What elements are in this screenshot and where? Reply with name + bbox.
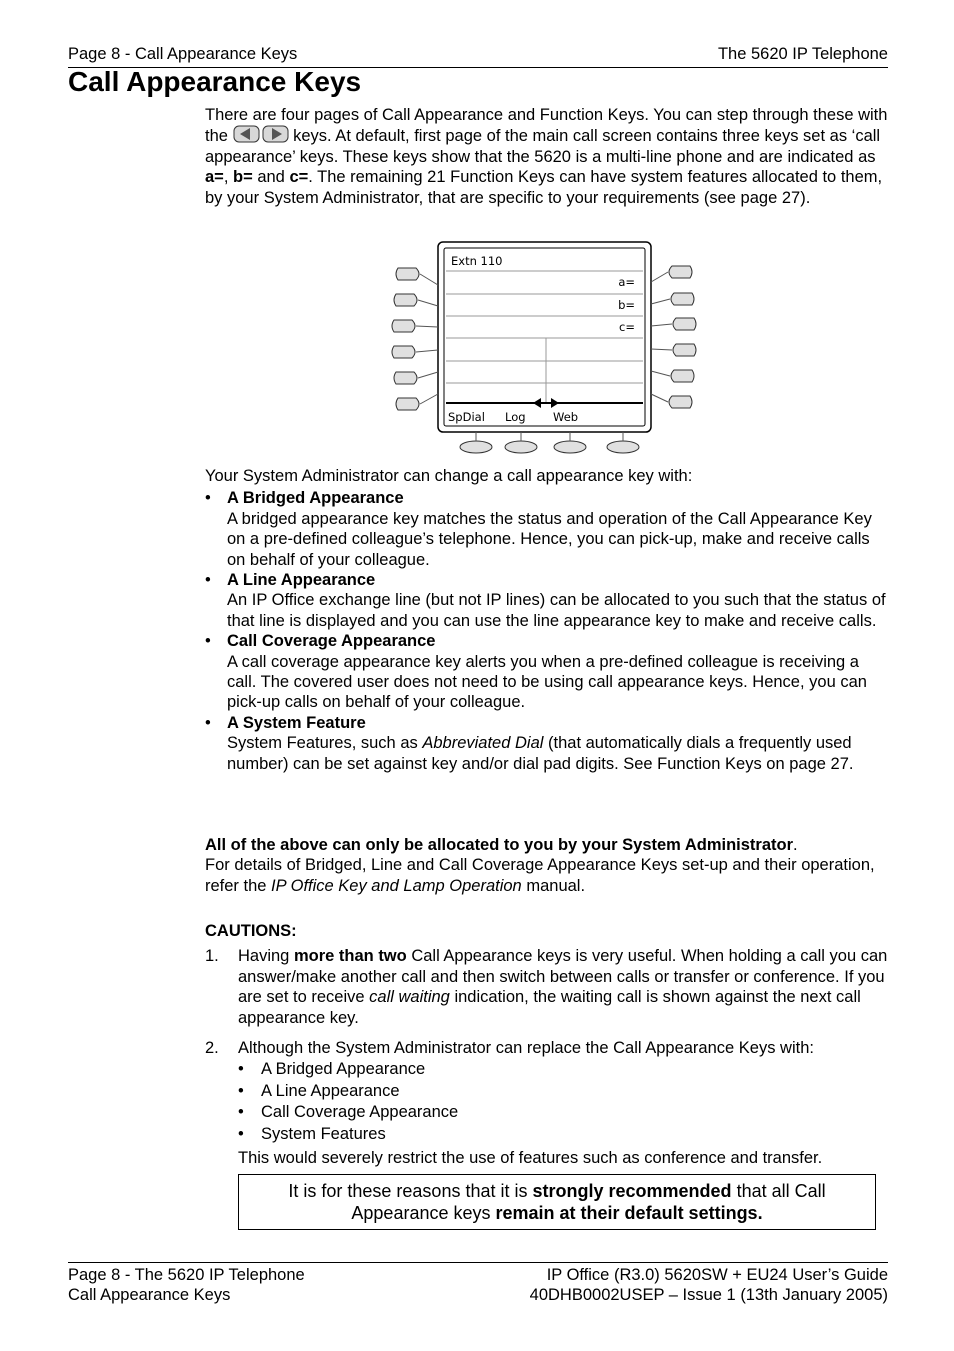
- page-header: [68, 44, 888, 68]
- and-text: and: [257, 168, 285, 187]
- bullet-text: (that automatically dials a frequently used number) can be set against key and/or dial pad digits. See Function Keys on page 27.: [227, 734, 854, 773]
- left-function-keys: [392, 268, 419, 410]
- caution-text: Although the System Administrator can replace the Call Appearance Keys with:: [238, 1039, 814, 1058]
- phone-display-diagram: [390, 240, 702, 458]
- caution-item-1: [205, 946, 890, 1028]
- caution-after-text: This would severely restrict the use of features such as conference and transfer.: [238, 1149, 823, 1168]
- footer-right-line-1: IP Office (R3.0) 5620SW + EU24 User’s Guide: [546, 1266, 888, 1284]
- bullet-dot: •: [205, 713, 211, 732]
- recommendation-bold: remain at their default settings.: [495, 1203, 763, 1223]
- bullet-line: [205, 570, 890, 631]
- admin-intro: Your System Administrator can change a call appearance key with:: [205, 467, 693, 485]
- soft-key-spdial-label: SpDial: [448, 410, 485, 424]
- bullet-text: System Features, such as: [227, 734, 418, 753]
- caution-text: indication, the waiting call is shown against the next call appearance key.: [238, 988, 861, 1027]
- comma: ,: [223, 168, 229, 187]
- bullet-text: A call coverage appearance key alerts you when a pre-defined colleague is receiving a call. The covered user does not need to be using call appearance keys. Hence, you can pick-up calls on behalf of your colleague.: [227, 652, 867, 712]
- bullet-text: An IP Office exchange line (but not IP lines) can be allocated to you such that the status of that line is displayed and you can use the line appearance key to make and receive calls.: [227, 591, 886, 630]
- caution-text: Call Appearance keys is very useful. When holding a call you can answer/make another call and then switch between calls or transfer or conference. If you are set to receive: [238, 947, 888, 1007]
- bullet-bridged: [205, 488, 890, 570]
- allocation-paragraph: [205, 835, 890, 896]
- bullet-title: A Line Appearance: [227, 571, 376, 590]
- caution-text: Having: [238, 947, 290, 966]
- caution-number: 2.: [205, 1039, 219, 1058]
- page-title: Call Appearance Keys: [68, 66, 362, 97]
- sub-bullet: [238, 1102, 890, 1122]
- caution-number: 1.: [205, 947, 219, 966]
- allocation-text: For details of Bridged, Line and Call Coverage Appearance Keys set-up and their operation, refer the: [205, 856, 875, 895]
- footer-left: [68, 1265, 305, 1306]
- cautions-section: [205, 921, 890, 1168]
- footer-right-line-2: 40DHB0002USEP – Issue 1 (13th January 2005): [529, 1286, 888, 1305]
- bullet-dot: •: [238, 1081, 244, 1100]
- right-function-keys: [669, 266, 696, 408]
- page-footer: [68, 1262, 888, 1305]
- bottom-soft-keys: [460, 441, 639, 453]
- manual-title: IP Office Key and Lamp Operation: [271, 876, 522, 895]
- caution-italic: call waiting: [369, 988, 450, 1007]
- soft-key-log-label: Log: [505, 410, 526, 424]
- bullet-title: A Bridged Appearance: [227, 489, 404, 508]
- sub-bullet: [238, 1059, 890, 1079]
- recommendation-text: It is for these reasons that it is: [288, 1181, 528, 1201]
- header-left: Page 8 - Call Appearance Keys: [68, 45, 298, 63]
- recommendation-text: that all Call Appearance keys: [351, 1181, 826, 1223]
- footer-left-line-2: Call Appearance Keys: [68, 1286, 231, 1305]
- phone-key-c: c=: [619, 320, 635, 334]
- left-right-arrow-keys-icon: [233, 125, 289, 144]
- allocation-text: manual.: [526, 876, 586, 895]
- bullet-text: A bridged appearance key matches the status and operation of the Call Appearance Key on a pre-defined colleague’s telephone. Hence, you can pick-up, make and receive calls on behalf of your colleague.: [227, 509, 872, 569]
- soft-key-web-label: Web: [553, 410, 579, 424]
- sub-bullet-text: Call Coverage Appearance: [261, 1103, 459, 1122]
- caution-item-2: [205, 1038, 890, 1168]
- intro-paragraph: [205, 105, 890, 208]
- key-a-label: a=: [205, 168, 224, 187]
- bullet-italic-text: Abbreviated Dial: [422, 734, 544, 753]
- allocation-bold: All of the above can only be allocated to you by your System Administrator: [205, 836, 794, 854]
- phone-key-a: a=: [618, 275, 635, 289]
- footer-left-line-1: Page 8 - The 5620 IP Telephone: [68, 1266, 305, 1284]
- caution-bold: more than two: [293, 947, 407, 966]
- bullet-dot: •: [205, 489, 211, 508]
- bullet-title: A System Feature: [227, 713, 366, 732]
- bullet-system-feature: [205, 713, 890, 774]
- bullet-dot: •: [238, 1103, 244, 1122]
- sub-bullet: [238, 1124, 890, 1144]
- phone-key-b: b=: [618, 298, 635, 312]
- sub-bullet-text: A Bridged Appearance: [261, 1060, 426, 1079]
- intro-text-3: . The remaining 21 Function Keys can have system features allocated to them, by your System Administrator, that are specific to your requirements (see page 27).: [205, 168, 883, 207]
- key-b-label: b=: [233, 168, 253, 187]
- key-c-label: c=: [289, 168, 309, 187]
- bullet-coverage: [205, 631, 890, 713]
- phone-extn-text: Extn 110: [451, 254, 503, 268]
- bullet-dot: •: [205, 632, 211, 651]
- recommendation-box: [238, 1174, 876, 1230]
- sub-bullet: [238, 1081, 890, 1101]
- bullet-dot: •: [238, 1124, 244, 1143]
- bullet-dot: •: [238, 1060, 244, 1079]
- intro-text-2: keys. At default, first page of the main call screen contains three keys set as ‘call appearance’ keys. These keys show that the 5620 is a multi-line phone and are indicated as: [205, 127, 881, 166]
- intro-text-1: There are four pages of Call Appearance and Function Keys. You can step through these with the: [205, 106, 888, 146]
- footer-right: [530, 1265, 888, 1306]
- admin-section: [205, 466, 890, 774]
- bullet-title: Call Coverage Appearance: [227, 632, 436, 651]
- bullet-dot: •: [205, 571, 211, 590]
- sub-bullet-text: A Line Appearance: [261, 1081, 400, 1100]
- header-right: The 5620 IP Telephone: [717, 45, 888, 63]
- recommendation-bold: strongly recommended: [532, 1181, 732, 1201]
- cautions-heading: CAUTIONS:: [205, 922, 297, 940]
- period: .: [793, 836, 798, 854]
- sub-bullet-text: System Features: [261, 1124, 386, 1143]
